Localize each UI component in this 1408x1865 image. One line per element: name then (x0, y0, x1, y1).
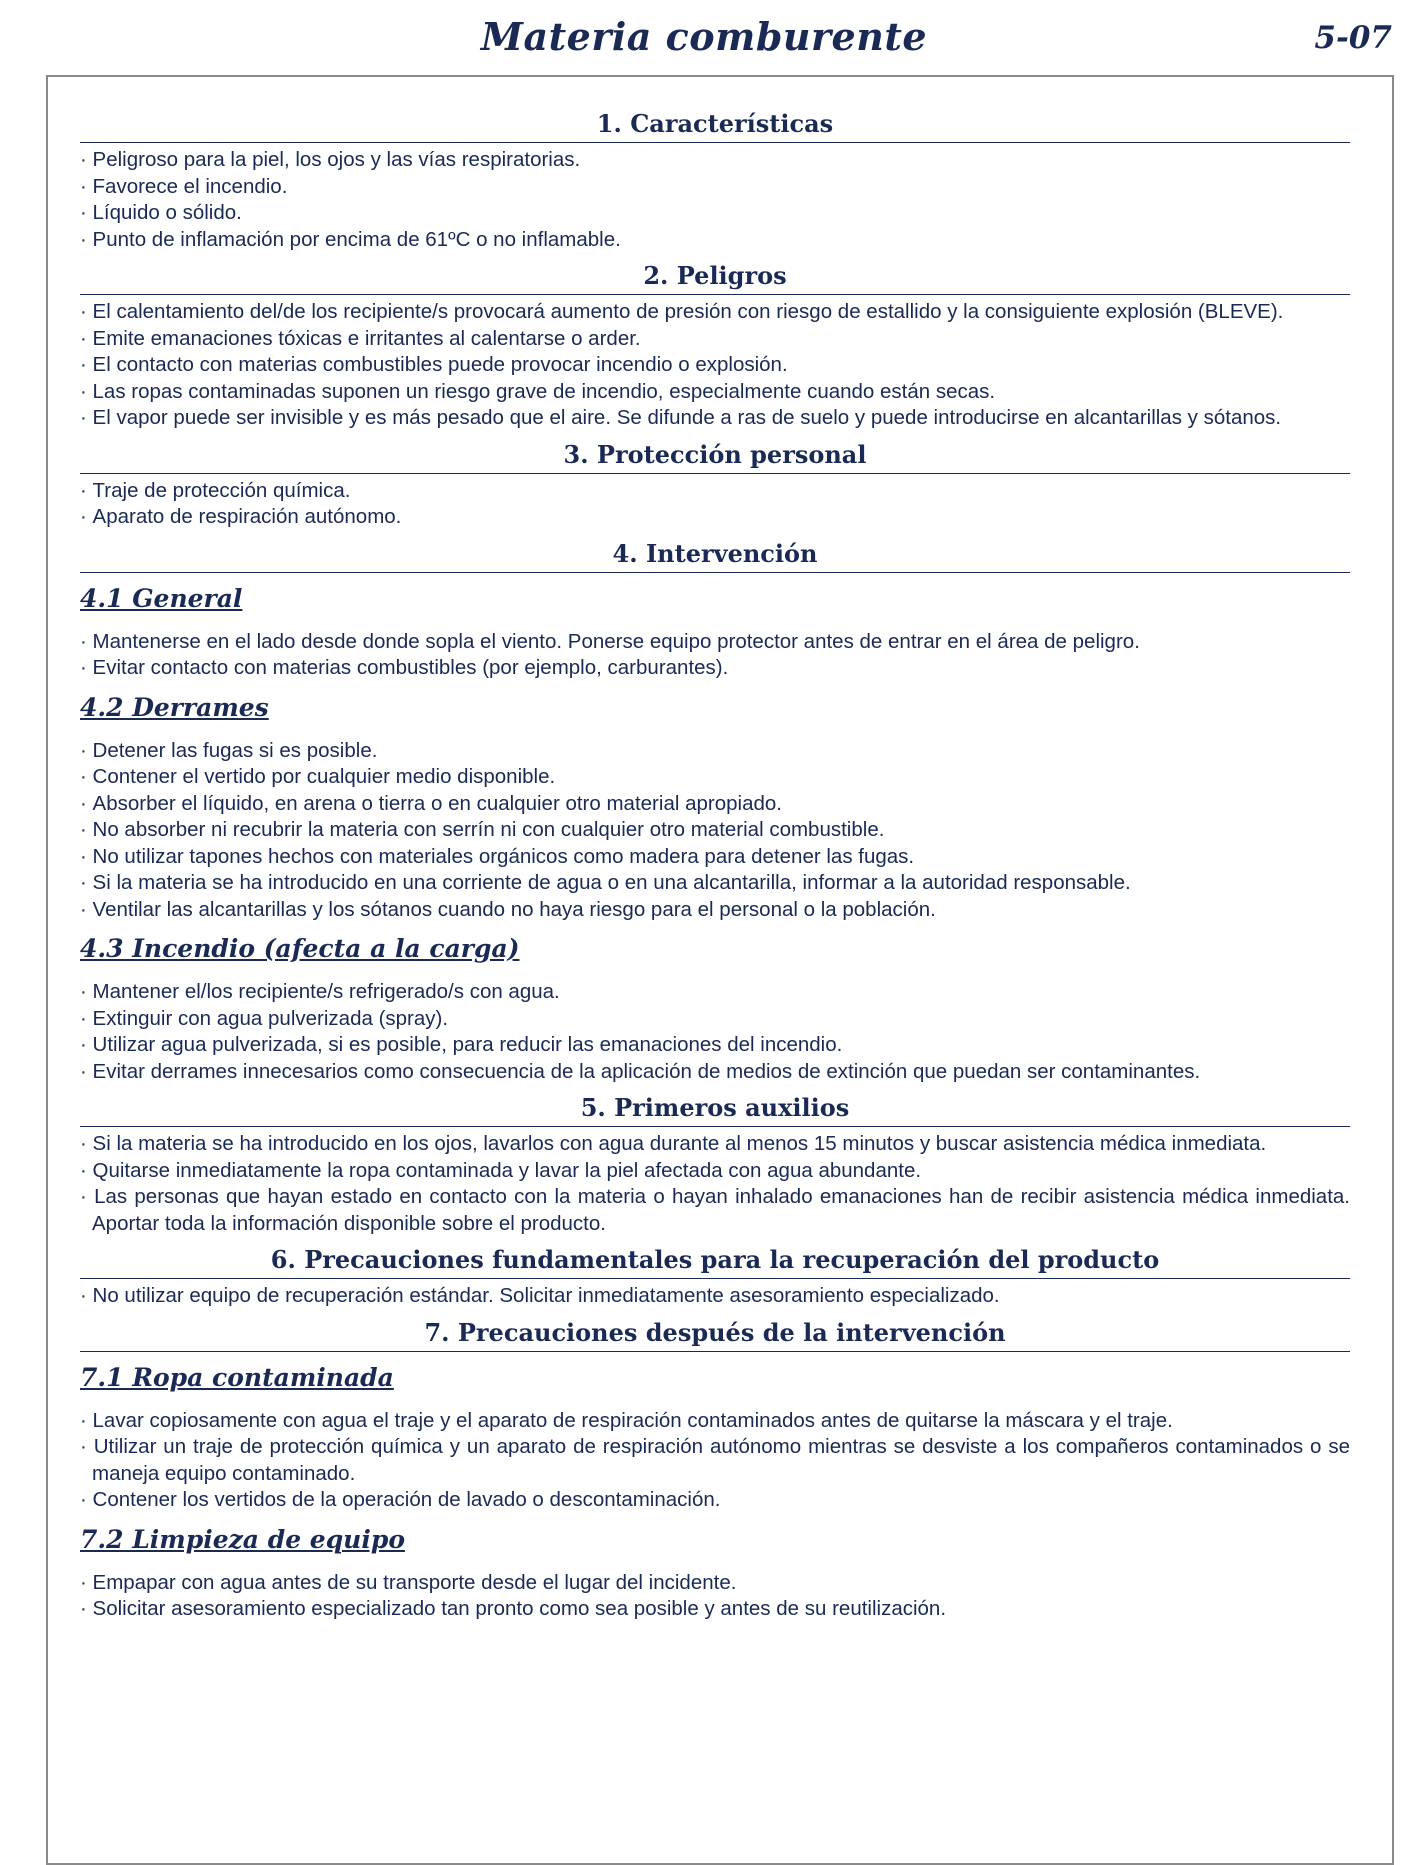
bullet-list (80, 629, 1350, 682)
section-title: 1. Características (80, 108, 1350, 143)
list-item: · Evitar contacto con materias combustibles (por ejemplo, carburantes). (80, 655, 1350, 682)
list-item: · Punto de inflamación por encima de 61ºC o no inflamable. (80, 227, 1350, 254)
list-item: · Aparato de respiración autónomo. (80, 504, 1350, 531)
section-title: 7. Precauciones después de la intervención (80, 1317, 1350, 1352)
bullet-list (80, 1570, 1350, 1623)
subsection-title-ropa-contaminada: 7.1 Ropa contaminada (80, 1362, 394, 1392)
list-item: · El contacto con materias combustibles puede provocar incendio o explosión. (80, 352, 1350, 379)
section-title: 6. Precauciones fundamentales para la recuperación del producto (80, 1244, 1350, 1279)
page-title: Materia comburente (480, 14, 928, 59)
list-item: · No absorber ni recubrir la materia con serrín ni con cualquier otro material combustible. (80, 817, 1350, 844)
section-precauciones-recuperacion (80, 1244, 1350, 1310)
list-item: · Utilizar un traje de protección química y un aparato de respiración autónomo mientras se desviste a los compañeros contaminados o se maneja equipo contaminado. (80, 1434, 1350, 1487)
document-body (80, 108, 1350, 1630)
list-item: · Solicitar asesoramiento especializado tan pronto como sea posible y antes de su reutilización. (80, 1596, 1350, 1623)
section-title: 4. Intervención (80, 538, 1350, 573)
list-item: · Peligroso para la piel, los ojos y las vías respiratorias. (80, 147, 1350, 174)
list-item: · Si la materia se ha introducido en los ojos, lavarlos con agua durante al menos 15 minutos y buscar asistencia médica inmediata. (80, 1131, 1350, 1158)
bullet-list (80, 299, 1350, 432)
list-item: · Quitarse inmediatamente la ropa contaminada y lavar la piel afectada con agua abundante. (80, 1158, 1350, 1185)
list-item: · Detener las fugas si es posible. (80, 738, 1350, 765)
bullet-list (80, 738, 1350, 924)
section-peligros (80, 260, 1350, 432)
bullet-list (80, 1131, 1350, 1237)
list-item: · El vapor puede ser invisible y es más pesado que el aire. Se difunde a ras de suelo y puede introducirse en alcantarillas y sótanos. (80, 405, 1350, 432)
list-item: · Ventilar las alcantarillas y los sótanos cuando no haya riesgo para el personal o la población. (80, 897, 1350, 924)
list-item: · No utilizar tapones hechos con materiales orgánicos como madera para detener las fugas. (80, 844, 1350, 871)
list-item: · Las personas que hayan estado en contacto con la materia o hayan inhalado emanaciones han de recibir asistencia médica inmediata. Aportar toda la información disponible sobre el producto. (80, 1184, 1350, 1237)
bullet-list (80, 478, 1350, 531)
section-proteccion-personal (80, 439, 1350, 531)
subsection-title-general: 4.1 General (80, 583, 243, 613)
page-number: 5-07 (1314, 20, 1392, 56)
list-item: · Contener el vertido por cualquier medio disponible. (80, 764, 1350, 791)
section-title: 5. Primeros auxilios (80, 1092, 1350, 1127)
bullet-list (80, 1283, 1350, 1310)
list-item: · Si la materia se ha introducido en una corriente de agua o en una alcantarilla, informar a la autoridad responsable. (80, 870, 1350, 897)
subsection-title-incendio: 4.3 Incendio (afecta a la carga) (80, 934, 520, 963)
list-item: · Mantenerse en el lado desde donde sopla el viento. Ponerse equipo protector antes de entrar en el área de peligro. (80, 629, 1350, 656)
list-item: · Favorece el incendio. (80, 174, 1350, 201)
list-item: · Líquido o sólido. (80, 200, 1350, 227)
list-item: · El calentamiento del/de los recipiente/s provocará aumento de presión con riesgo de estallido y la consiguiente explosión (BLEVE). (80, 299, 1350, 326)
section-primeros-auxilios (80, 1092, 1350, 1237)
list-item: · Emite emanaciones tóxicas e irritantes al calentarse o arder. (80, 326, 1350, 353)
section-intervencion (80, 538, 1350, 1086)
page-header (0, 0, 1408, 70)
list-item: · Contener los vertidos de la operación de lavado o descontaminación. (80, 1487, 1350, 1514)
list-item: · No utilizar equipo de recuperación estándar. Solicitar inmediatamente asesoramiento especializado. (80, 1283, 1350, 1310)
subsection-title-limpieza-equipo: 7.2 Limpieza de equipo (80, 1524, 406, 1554)
list-item: · Evitar derrames innecesarios como consecuencia de la aplicación de medios de extinción que puedan ser contaminantes. (80, 1059, 1350, 1086)
list-item: · Las ropas contaminadas suponen un riesgo grave de incendio, especialmente cuando están secas. (80, 379, 1350, 406)
list-item: · Utilizar agua pulverizada, si es posible, para reducir las emanaciones del incendio. (80, 1032, 1350, 1059)
section-title: 3. Protección personal (80, 439, 1350, 474)
list-item: · Empapar con agua antes de su transporte desde el lugar del incidente. (80, 1570, 1350, 1597)
list-item: · Absorber el líquido, en arena o tierra o en cualquier otro material apropiado. (80, 791, 1350, 818)
list-item: · Lavar copiosamente con agua el traje y el aparato de respiración contaminados antes de quitarse la máscara y el traje. (80, 1408, 1350, 1435)
bullet-list (80, 147, 1350, 253)
section-caracteristicas (80, 108, 1350, 253)
bullet-list (80, 1408, 1350, 1514)
bullet-list (80, 979, 1350, 1085)
list-item: · Traje de protección química. (80, 478, 1350, 505)
section-title: 2. Peligros (80, 260, 1350, 295)
section-precauciones-despues (80, 1317, 1350, 1623)
list-item: · Mantener el/los recipiente/s refrigerado/s con agua. (80, 979, 1350, 1006)
subsection-title-derrames: 4.2 Derrames (80, 692, 269, 722)
list-item: · Extinguir con agua pulverizada (spray). (80, 1006, 1350, 1033)
